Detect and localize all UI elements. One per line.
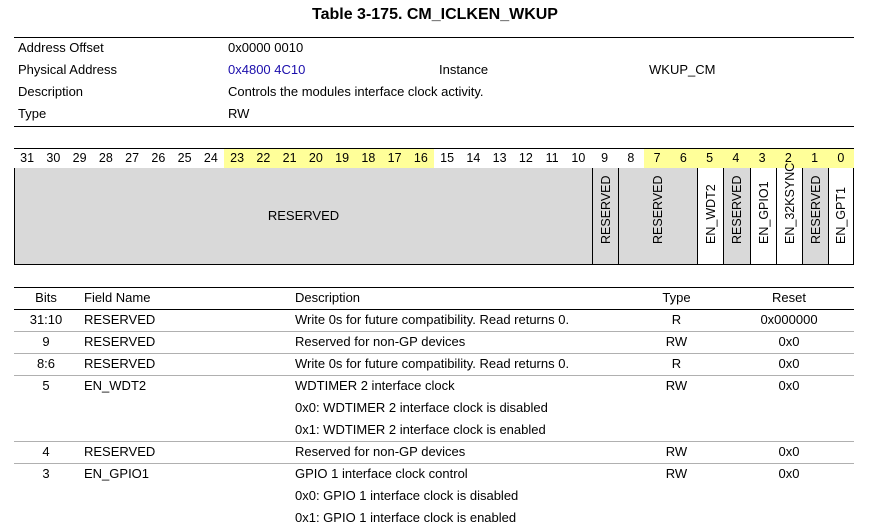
cell-field-name: RESERVED bbox=[84, 312, 156, 327]
info-description bbox=[18, 81, 858, 103]
address-offset-label: Address Offset bbox=[18, 40, 104, 55]
cell-description-detail: 0x0: GPIO 1 interface clock is disabled bbox=[295, 488, 519, 503]
bit-number: 28 bbox=[98, 151, 113, 165]
cell-reset: 0x0 bbox=[778, 334, 800, 349]
bit-number: 24 bbox=[203, 151, 218, 165]
table-row bbox=[14, 353, 854, 375]
bit-number: 30 bbox=[46, 151, 61, 165]
field-label: EN_WDT2 bbox=[703, 184, 718, 244]
bit-number: 14 bbox=[466, 151, 481, 165]
cell-type: RW bbox=[665, 334, 688, 349]
field-label: RESERVED bbox=[598, 175, 613, 244]
cell-bits: 5 bbox=[42, 378, 50, 393]
cell-type: R bbox=[671, 312, 682, 327]
physical-address-link[interactable]: 0x4800 4C10 bbox=[228, 62, 306, 77]
register-field-diagram bbox=[14, 162, 854, 265]
bit-number: 21 bbox=[277, 149, 303, 168]
cell-bits: 31:10 bbox=[29, 312, 63, 327]
instance-label: Instance bbox=[439, 62, 489, 77]
bit-number: 22 bbox=[250, 149, 276, 168]
bit-number: 1 bbox=[802, 149, 828, 168]
cell-field-name: EN_GPIO1 bbox=[84, 466, 150, 481]
instance-value: WKUP_CM bbox=[649, 62, 716, 77]
field-label: RESERVED bbox=[267, 208, 340, 223]
cell-field-name: EN_WDT2 bbox=[84, 378, 147, 393]
cell-reset: 0x000000 bbox=[760, 312, 818, 327]
cell-reset: 0x0 bbox=[778, 356, 800, 371]
field-reserved-9 bbox=[592, 168, 618, 264]
table-row-detail bbox=[14, 419, 854, 441]
cell-bits: 9 bbox=[42, 334, 50, 349]
bit-number: 11 bbox=[545, 151, 559, 165]
bit-number: 20 bbox=[303, 149, 329, 168]
bit-number: 31 bbox=[20, 151, 35, 165]
cell-bits: 4 bbox=[42, 444, 50, 459]
type-value: RW bbox=[228, 106, 250, 121]
field-reserved-4 bbox=[723, 168, 750, 264]
header-type: Type bbox=[662, 290, 691, 305]
bit-number: 10 bbox=[571, 151, 586, 165]
info-address-offset bbox=[18, 37, 858, 59]
bit-number: 7 bbox=[644, 149, 670, 168]
table-title: Table 3-175. CM_ICLKEN_WKUP bbox=[312, 6, 558, 23]
cell-type: RW bbox=[665, 466, 688, 481]
field-label: EN_32KSYNC bbox=[782, 162, 797, 244]
cell-description-detail: 0x1: GPIO 1 interface clock is enabled bbox=[295, 510, 517, 525]
cell-description: Reserved for non-GP devices bbox=[295, 334, 466, 349]
cell-field-name: RESERVED bbox=[84, 444, 156, 459]
cell-description: WDTIMER 2 interface clock bbox=[295, 378, 455, 393]
bit-number: 8 bbox=[627, 151, 635, 165]
table-row-detail bbox=[14, 507, 854, 529]
cell-bits: 8:6 bbox=[36, 356, 56, 371]
cell-reset: 0x0 bbox=[778, 444, 800, 459]
field-en-wdt2 bbox=[697, 168, 723, 264]
address-offset-value: 0x0000 0010 bbox=[228, 40, 304, 55]
info-type bbox=[18, 103, 858, 125]
table-header bbox=[14, 287, 854, 309]
bit-number: 13 bbox=[492, 151, 507, 165]
bit-number: 16 bbox=[408, 149, 434, 168]
bit-number-row bbox=[14, 149, 854, 168]
table-row bbox=[14, 309, 854, 331]
cell-description: GPIO 1 interface clock control bbox=[295, 466, 468, 481]
bit-number: 3 bbox=[749, 149, 775, 168]
info-physical-address bbox=[18, 59, 858, 81]
field-label: EN_GPIO1 bbox=[756, 181, 771, 244]
field-en-gpt1 bbox=[828, 168, 853, 264]
field-en-32ksync bbox=[776, 162, 802, 264]
table-row bbox=[14, 331, 854, 353]
bit-number: 17 bbox=[382, 149, 408, 168]
bit-number: 15 bbox=[440, 151, 455, 165]
field-reserved-8-6 bbox=[618, 168, 697, 264]
table-row-detail bbox=[14, 485, 854, 507]
description-value: Controls the modules interface clock activity. bbox=[228, 84, 484, 99]
cell-description: Write 0s for future compatibility. Read returns 0. bbox=[295, 356, 570, 371]
field-label: EN_GPT1 bbox=[834, 187, 848, 244]
divider bbox=[14, 126, 854, 127]
bit-number: 26 bbox=[151, 151, 166, 165]
bit-number: 27 bbox=[125, 151, 140, 165]
table-row bbox=[14, 463, 854, 485]
bit-number: 5 bbox=[697, 149, 723, 168]
field-en-gpio1 bbox=[750, 168, 776, 264]
field-label: RESERVED bbox=[808, 175, 823, 244]
field-label: RESERVED bbox=[730, 175, 744, 244]
field-label: RESERVED bbox=[651, 175, 665, 244]
field-reserved-31-10 bbox=[15, 168, 592, 264]
cell-description: Write 0s for future compatibility. Read returns 0. bbox=[295, 312, 570, 327]
header-description: Description bbox=[295, 290, 361, 305]
bit-number: 6 bbox=[670, 149, 696, 168]
bit-number: 25 bbox=[177, 151, 192, 165]
cell-description-detail: 0x0: WDTIMER 2 interface clock is disabled bbox=[295, 400, 548, 415]
table-row bbox=[14, 441, 854, 463]
physical-address-label: Physical Address bbox=[18, 62, 117, 77]
field-reserved-1 bbox=[802, 168, 828, 264]
cell-field-name: RESERVED bbox=[84, 334, 156, 349]
cell-type: R bbox=[671, 356, 682, 371]
table-row bbox=[14, 375, 854, 397]
bit-number: 29 bbox=[72, 151, 87, 165]
bit-number: 19 bbox=[329, 149, 355, 168]
cell-description: Reserved for non-GP devices bbox=[295, 444, 466, 459]
cell-reset: 0x0 bbox=[778, 466, 800, 481]
cell-type: RW bbox=[665, 444, 688, 459]
cell-bits: 3 bbox=[42, 466, 50, 481]
cell-description-detail: 0x1: WDTIMER 2 interface clock is enabled bbox=[295, 422, 546, 437]
type-label: Type bbox=[18, 106, 47, 121]
cell-reset: 0x0 bbox=[778, 378, 800, 393]
bit-number: 2 bbox=[775, 149, 801, 168]
bit-number: 9 bbox=[601, 151, 609, 165]
header-bits: Bits bbox=[35, 290, 57, 305]
bit-number: 23 bbox=[224, 149, 250, 168]
bit-number: 12 bbox=[518, 151, 533, 165]
cell-field-name: RESERVED bbox=[84, 356, 156, 371]
bit-number: 4 bbox=[723, 149, 749, 168]
description-label: Description bbox=[18, 84, 84, 99]
cell-type: RW bbox=[665, 378, 688, 393]
header-field-name: Field Name bbox=[84, 290, 151, 305]
bit-number: 0 bbox=[828, 149, 854, 168]
bit-number: 18 bbox=[355, 149, 381, 168]
header-reset: Reset bbox=[772, 290, 806, 305]
table-row-detail bbox=[14, 397, 854, 419]
